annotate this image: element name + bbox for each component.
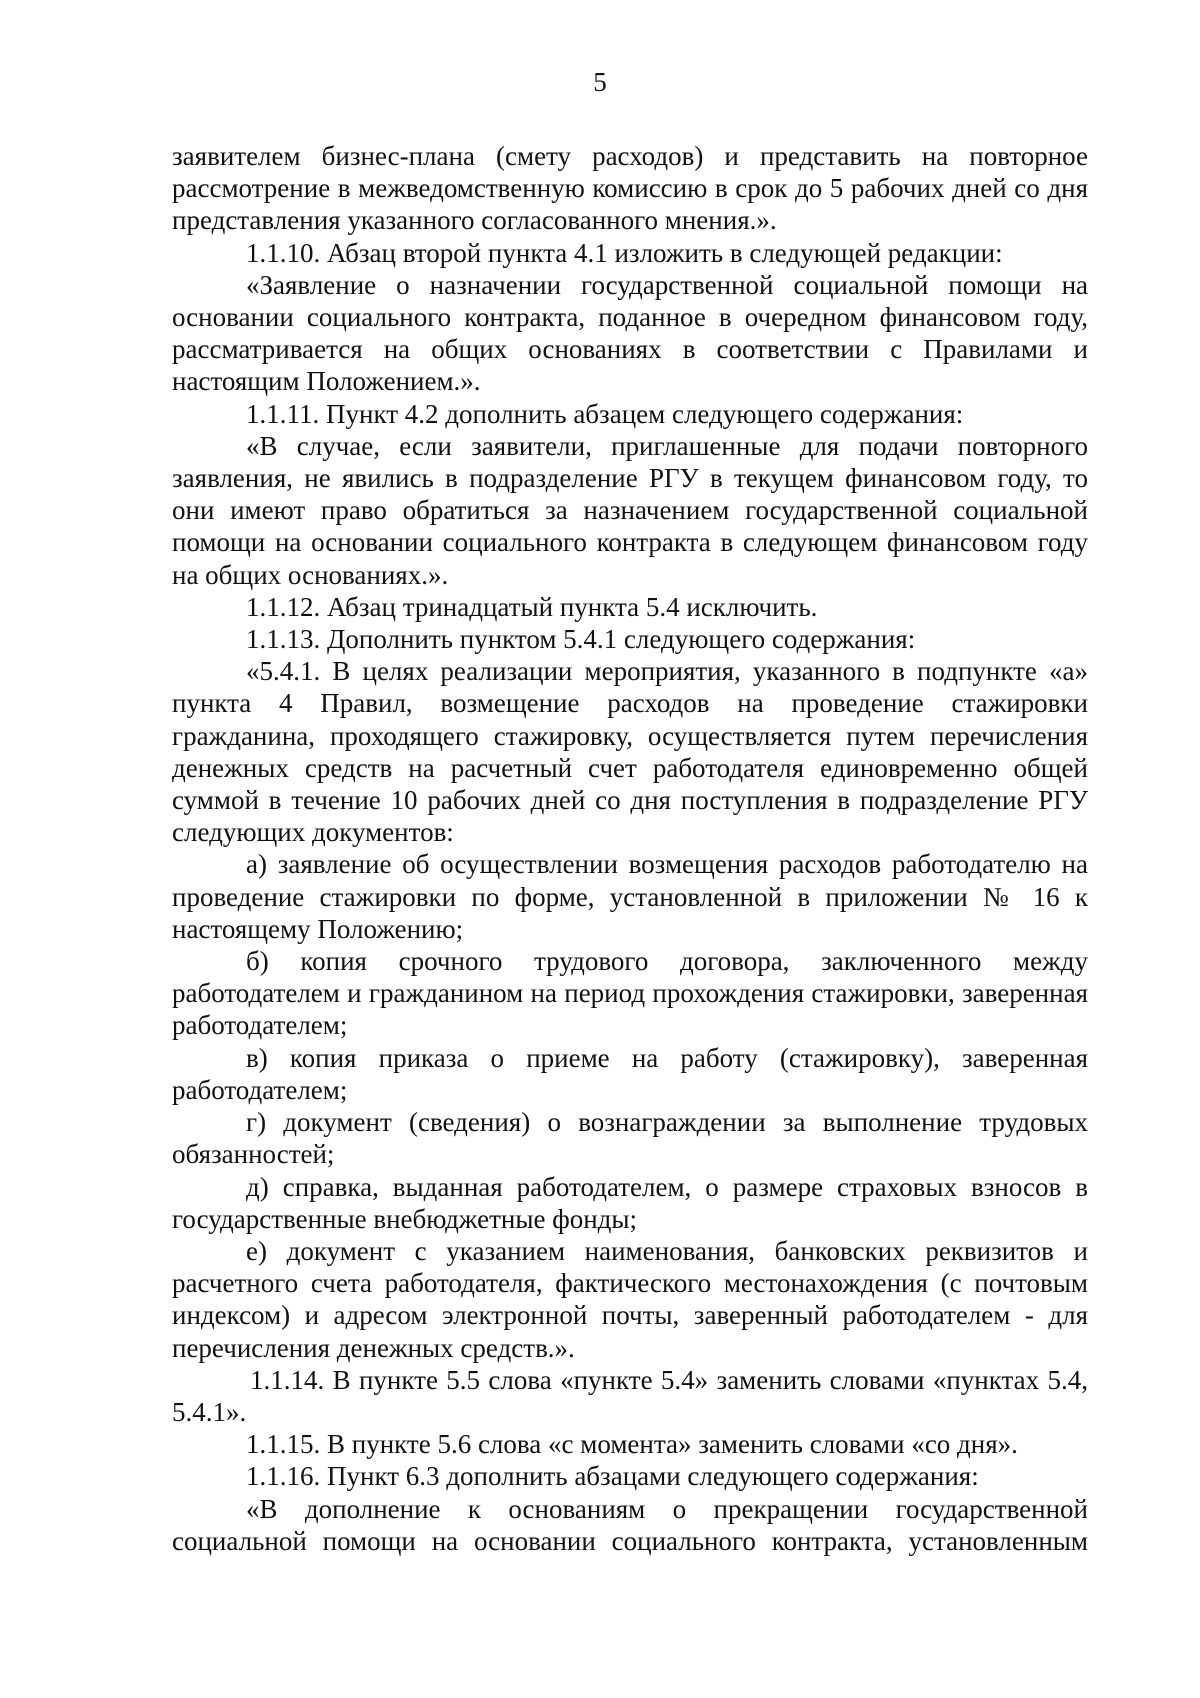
paragraph: 1.1.11. Пункт 4.2 дополнить абзацем следующего содержания: — [246, 398, 964, 429]
list-item: г) документ (сведения) о вознаграждении за выполнение трудовых обязанностей; — [172, 1107, 1088, 1170]
paragraph: 1.1.13. Дополнить пунктом 5.4.1 следующего содержания: — [246, 624, 916, 655]
paragraph: «В случае, если заявители, приглашенные для подачи повторного заявления, не явились в подразделение РГУ в текущем финансовом году, то они имеют право обратиться за назначением государственной социальной помощи на основании социального контракта в следующем финансовом году на общих основаниях.». — [172, 430, 1088, 590]
paragraph: 1.1.12. Абзац тринадцатый пункта 5.4 исключить. — [246, 591, 818, 622]
list-item: е) документ с указанием наименования, банковских реквизитов и расчетного счета работодателя, фактического местонахождения (с почтовым индексом) и адресом электронной почты, заверенный работодателем - для перечисления денежных средств.». — [172, 1235, 1088, 1363]
list-item: а) заявление об осуществлении возмещения расходов работодателю на проведение стажировки по форме, установленной в приложении № 16 к настоящему Положению; — [172, 849, 1088, 944]
paragraph: «В дополнение к основаниям о прекращении государственной социальной помощи на основании социального контракта, установленным — [172, 1493, 1088, 1556]
list-item: б) копия срочного трудового договора, заключенного между работодателем и гражданином на период прохождения стажировки, заверенная работодателем; — [172, 946, 1088, 1041]
paragraph: 1.1.16. Пункт 6.3 дополнить абзацами следующего содержания: — [246, 1461, 979, 1492]
paragraph: 1.1.14. В пункте 5.5 слова «пункте 5.4» заменить словами «пунктах 5.4, 5.4.1». — [172, 1364, 1088, 1427]
paragraph: заявителем бизнес-плана (смету расходов) и представить на повторное рассмотрение в межведомственную комиссию в срок до 5 рабочих дней со дня представления указанного согласованного мнения.». — [172, 141, 1088, 236]
document-body — [172, 140, 1088, 1557]
paragraph: 1.1.15. В пункте 5.6 слова «с момента» заменить словами «со дня». — [246, 1429, 1018, 1460]
list-item: д) справка, выданная работодателем, о размере страховых взносов в государственные внебюджетные фонды; — [172, 1171, 1088, 1234]
paragraph: 1.1.10. Абзац второй пункта 4.1 изложить в следующей редакции: — [246, 237, 1003, 268]
paragraph: «5.4.1. В целях реализации мероприятия, указанного в подпункте «а» пункта 4 Правил, возмещение расходов на проведение стажировки гражданина, проходящего стажировку, осуществляется путем перечисления денежных средств на расчетный счет работодателя единовременно общей суммой в течение 10 рабочих дней со дня поступления в подразделение РГУ следующих документов: — [172, 656, 1088, 848]
paragraph: «Заявление о назначении государственной социальной помощи на основании социального контракта, поданное в очередном финансовом году, рассматривается на общих основаниях в соответствии с Правилами и настоящим Положением.». — [172, 269, 1088, 397]
page-number: 5 — [593, 67, 607, 97]
list-item: в) копия приказа о приеме на работу (стажировку), заверенная работодателем; — [172, 1042, 1088, 1105]
